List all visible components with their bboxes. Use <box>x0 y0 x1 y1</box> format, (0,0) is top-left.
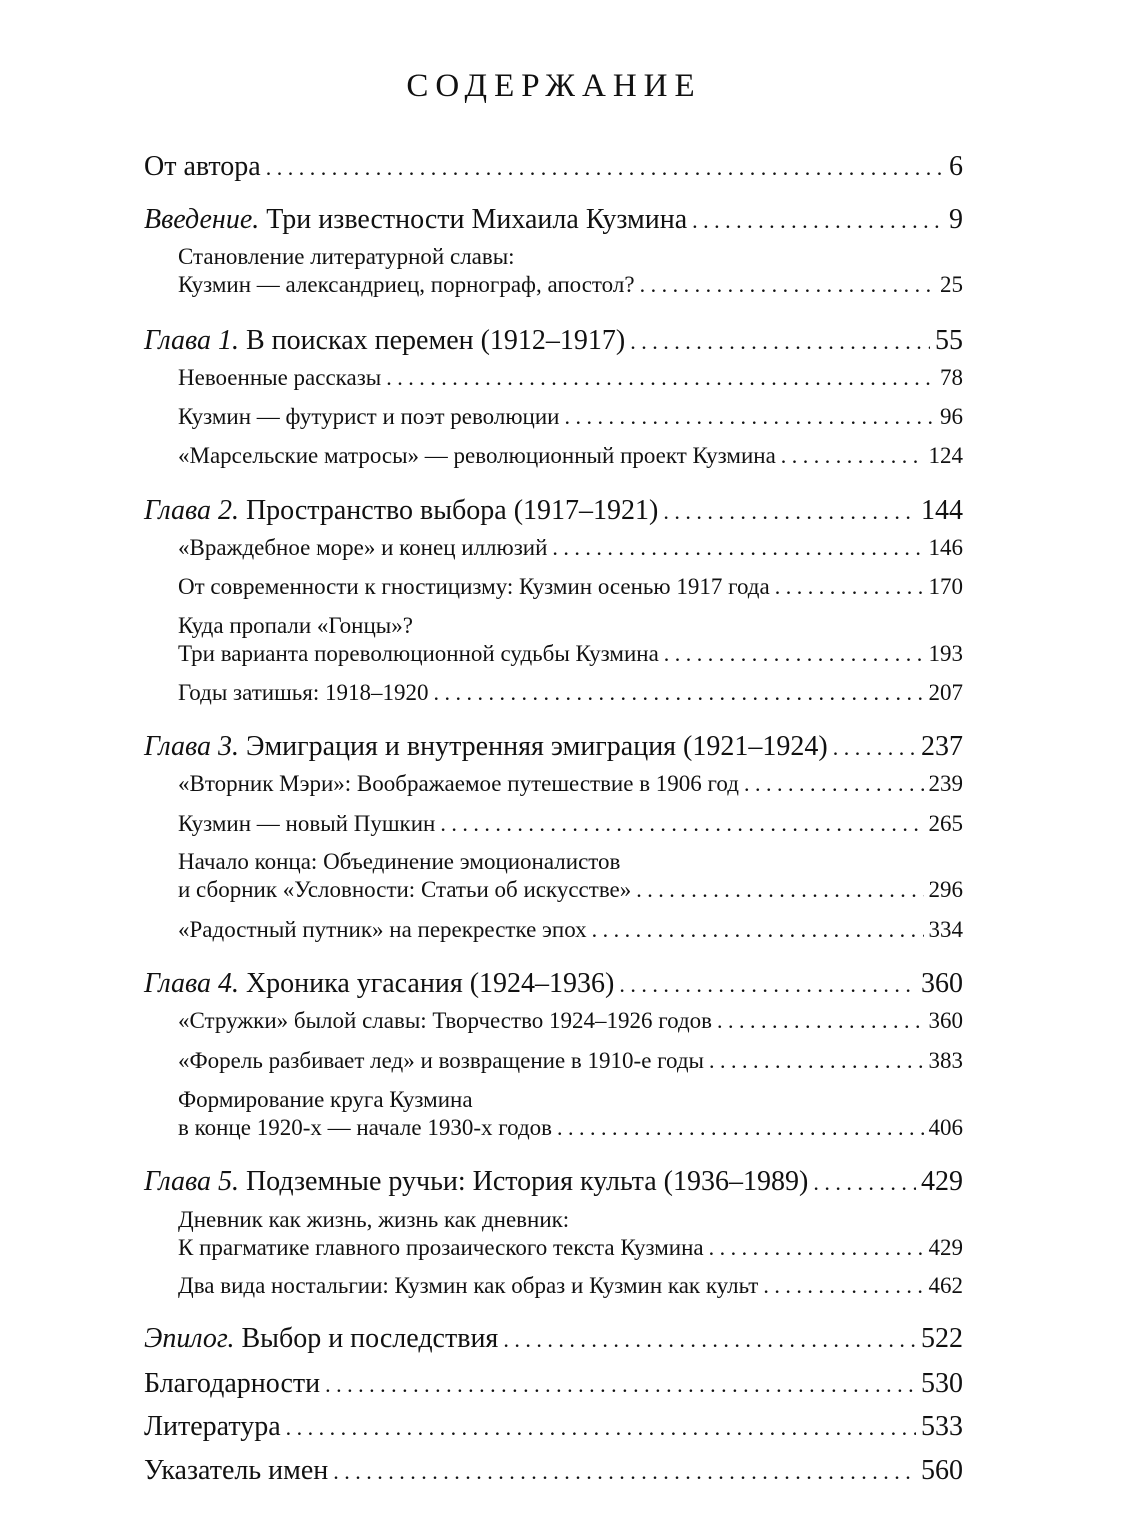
toc-entry[interactable] <box>144 324 963 358</box>
toc-entry-prefix: Эпилог. <box>144 1323 235 1354</box>
toc-subentry[interactable] <box>178 403 963 431</box>
toc-entry-title-line: Формирование круга Кузмина <box>178 1087 473 1112</box>
dot-leader <box>557 1115 923 1141</box>
toc-subentry[interactable] <box>178 442 963 470</box>
toc-entry-title: Годы затишья: 1918–1920 <box>178 680 429 705</box>
dot-leader <box>744 771 924 797</box>
toc-entry-title: От современности к гностицизму: Кузмин осенью 1917 года <box>178 574 770 599</box>
dot-leader <box>781 443 924 469</box>
toc-entry-title: Глава 2. Пространство выбора (1917–1921) <box>144 495 659 526</box>
toc-page-number: 360 <box>921 968 963 999</box>
toc-page-number: 530 <box>921 1368 963 1399</box>
toc-entry[interactable] <box>144 1322 963 1356</box>
toc-page-number: 144 <box>921 495 963 526</box>
dot-leader <box>664 641 924 667</box>
toc-entry-title-line: Становление литературной славы: <box>178 244 515 269</box>
toc-entry-title: Три варианта пореволюционной судьбы Кузмина <box>178 640 659 666</box>
toc-subentry[interactable] <box>178 612 963 667</box>
toc-entry-title: «Стружки» былой славы: Творчество 1924–1926 годов <box>178 1008 713 1033</box>
dot-leader <box>434 680 924 706</box>
toc-entry-title: «Радостный путник» на перекрестке эпох <box>178 917 587 942</box>
toc-page-number: 462 <box>928 1273 963 1298</box>
toc-entry-title: Два вида ностальгии: Кузмин как образ и Кузмин как культ <box>178 1273 759 1298</box>
toc-page-number: 406 <box>928 1114 963 1140</box>
toc-entry-title: Указатель имен <box>144 1455 329 1486</box>
toc-entry-title-line: Начало конца: Объединение эмоционалистов <box>178 849 621 874</box>
toc-entry-title: в конце 1920-х — начале 1930-х годов <box>178 1114 553 1140</box>
toc-entry-prefix: Глава 4. <box>144 968 239 999</box>
toc-entry-title: Глава 5. Подземные ручьи: История культа (1936–1989) <box>144 1166 809 1197</box>
toc-entry-title: К прагматике главного прозаического текста Кузмина <box>178 1234 704 1260</box>
toc-page-number: 429 <box>928 1234 963 1260</box>
toc-subentry[interactable] <box>178 1047 963 1075</box>
dot-leader <box>636 877 923 903</box>
toc-page-number: 560 <box>921 1455 963 1486</box>
toc-page-number: 334 <box>928 917 963 942</box>
toc-page-number: 124 <box>928 443 963 468</box>
toc-entry-prefix: Введение. <box>144 204 260 235</box>
toc-page-number: 239 <box>928 771 963 796</box>
toc-entry-prefix: Глава 5. <box>144 1166 239 1197</box>
toc-page-number: 360 <box>928 1008 963 1033</box>
toc-entry-prefix: Глава 1. <box>144 325 239 356</box>
toc-page-number: 522 <box>921 1323 963 1354</box>
toc-entry[interactable] <box>144 1367 963 1401</box>
toc-entry-prefix: Глава 3. <box>144 731 239 762</box>
toc-entry[interactable] <box>144 1410 963 1444</box>
dot-leader <box>552 535 923 561</box>
toc-entry-title: Кузмин — новый Пушкин <box>178 811 436 836</box>
toc-subentry[interactable] <box>178 534 963 562</box>
toc-subentry[interactable] <box>178 1272 963 1300</box>
toc-subentry[interactable] <box>178 848 963 903</box>
toc-page-number: 533 <box>921 1411 963 1442</box>
toc-page-number: 193 <box>928 640 963 666</box>
toc-entry-title: Благодарности <box>144 1368 321 1399</box>
dot-leader <box>286 1415 916 1441</box>
toc-page-number: 78 <box>940 365 963 390</box>
page-title: СОДЕРЖАНИЕ <box>406 68 702 104</box>
toc-subentry[interactable] <box>178 1206 963 1261</box>
dot-leader <box>692 208 944 234</box>
toc-entry[interactable] <box>144 494 963 528</box>
toc-subentry[interactable] <box>178 1086 963 1141</box>
toc-entry-title: «Вторник Мэри»: Воображаемое путешествие в 1906 год <box>178 771 739 796</box>
toc-entry-title: Кузмин — александриец, порнограф, апостол? <box>178 271 635 297</box>
dot-leader <box>564 404 935 430</box>
toc-subentry[interactable] <box>178 810 963 838</box>
toc-entry-title: «Форель разбивает лед» и возвращение в 1910-е годы <box>178 1048 705 1073</box>
toc-page-number: 55 <box>935 325 963 356</box>
dot-leader <box>833 735 916 761</box>
toc-page-number: 9 <box>949 204 963 235</box>
dot-leader <box>266 155 944 181</box>
toc-entry-title: Литература <box>144 1411 281 1442</box>
toc-subentry[interactable] <box>178 1007 963 1035</box>
dot-leader <box>619 972 916 998</box>
dot-leader <box>640 272 935 298</box>
toc-subentry[interactable] <box>178 770 963 798</box>
toc-entry[interactable] <box>144 1454 963 1488</box>
toc-entry-title: Глава 3. Эмиграция и внутренняя эмиграция (1921–1924) <box>144 731 828 762</box>
dot-leader <box>663 499 916 525</box>
toc-entry-title-line: Куда пропали «Гонцы»? <box>178 613 413 638</box>
dot-leader <box>813 1170 916 1196</box>
toc-page-number: 146 <box>928 535 963 560</box>
toc-page-number: 170 <box>928 574 963 599</box>
toc-entry[interactable] <box>144 150 963 184</box>
toc-entry-title: Эпилог. Выбор и последствия <box>144 1323 499 1354</box>
toc-entry[interactable] <box>144 1165 963 1199</box>
toc-page-number: 96 <box>940 404 963 429</box>
toc-page-number: 25 <box>940 271 963 297</box>
toc-page-number: 429 <box>921 1166 963 1197</box>
toc-subentry[interactable] <box>178 573 963 601</box>
toc-page-number: 383 <box>928 1048 963 1073</box>
toc-entry-title: От автора <box>144 151 261 182</box>
dot-leader <box>775 574 924 600</box>
toc-entry-title: «Марсельские матросы» — революционный проект Кузмина <box>178 443 776 468</box>
toc-entry-title: Введение. Три известности Михаила Кузмина <box>144 204 688 235</box>
dot-leader <box>386 365 935 391</box>
dot-leader <box>709 1048 923 1074</box>
toc-entry-title: Кузмин — футурист и поэт революции <box>178 404 560 429</box>
toc-entry[interactable] <box>144 967 963 1001</box>
toc-subentry[interactable] <box>178 916 963 944</box>
toc-page-number: 207 <box>928 680 963 705</box>
dot-leader <box>717 1008 923 1034</box>
toc-entry-prefix: Глава 2. <box>144 495 239 526</box>
dot-leader <box>440 811 923 837</box>
toc-page-number: 265 <box>928 811 963 836</box>
toc-page-number: 6 <box>949 151 963 182</box>
toc-page-number: 237 <box>921 731 963 762</box>
toc-page-number: 296 <box>928 876 963 902</box>
toc-entry-title: Глава 4. Хроника угасания (1924–1936) <box>144 968 615 999</box>
dot-leader <box>709 1235 924 1261</box>
toc-entry[interactable] <box>144 203 963 237</box>
dot-leader <box>592 917 924 943</box>
toc-entry-title: «Враждебное море» и конец иллюзий <box>178 535 548 560</box>
toc-subentry[interactable] <box>178 243 963 298</box>
toc-entry-title: и сборник «Условности: Статьи об искусстве» <box>178 876 632 902</box>
toc-subentry[interactable] <box>178 364 963 392</box>
toc-subentry[interactable] <box>178 679 963 707</box>
toc-entry-title: Глава 1. В поисках перемен (1912–1917) <box>144 325 626 356</box>
toc-entry[interactable] <box>144 730 963 764</box>
dot-leader <box>503 1327 916 1353</box>
dot-leader <box>325 1372 916 1398</box>
dot-leader <box>763 1273 923 1299</box>
toc-entry-title: Невоенные рассказы <box>178 365 382 390</box>
toc-entry-title-line: Дневник как жизнь, жизнь как дневник: <box>178 1207 570 1232</box>
dot-leader <box>630 329 930 355</box>
dot-leader <box>333 1459 916 1485</box>
